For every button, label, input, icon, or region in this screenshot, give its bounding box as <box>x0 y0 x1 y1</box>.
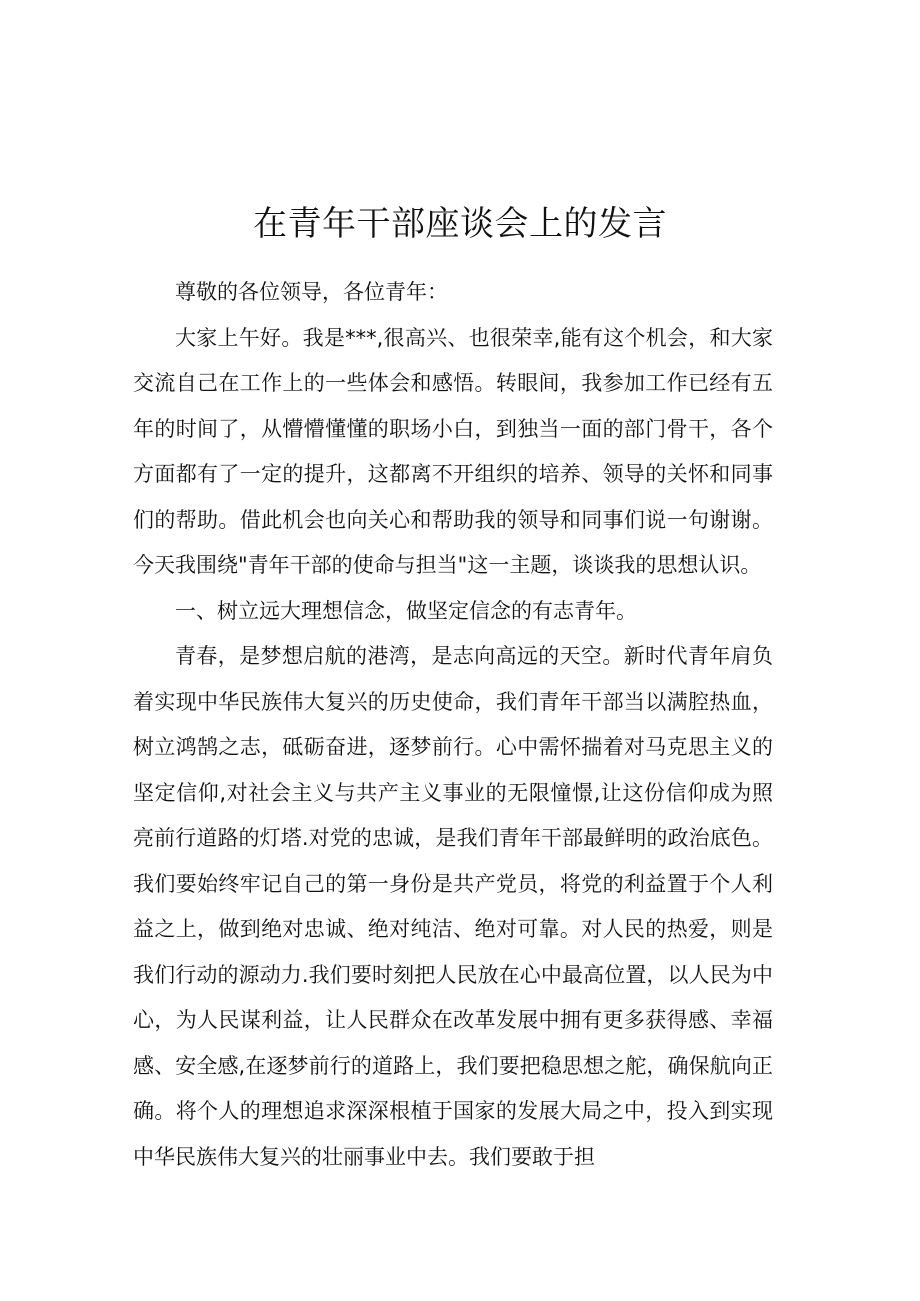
document-body <box>133 270 773 1180</box>
section-heading-1: 一、树立远大理想信念，做坚定信念的有志青年。 <box>175 598 637 623</box>
document-title: 在青年干部座谈会上的发言 <box>253 204 667 244</box>
salutation-paragraph: 尊敬的各位领导，各位青年： <box>175 280 448 304</box>
section-1-paragraph: 青春，是梦想启航的港湾，是志向高远的天空。新时代青年肩负着实现中华民族伟大复兴的历史使命，我们青年干部当以满腔热血，树立鸿鹄之志，砥砺奋进，逐梦前行。心中需怀揣着对马克思主义的坚定信仰,对社会主义与共产主义事业的无限憧憬,让这份信仰成为照亮前行道路的灯塔.对党的忠诚，是我们青年干部最鲜明的政治底色。我们要始终牢记自己的第一身份是共产党员，将党的利益置于个人利益之上，做到绝对忠诚、绝对纯洁、绝对可靠。对人民的热爱，则是我们行动的源动力.我们要时刻把人民放在心中最高位置，以人民为中心，为人民谋利益，让人民群众在改革发展中拥有更多获得感、幸福感、安全感,在逐梦前行的道路上，我们要把稳思想之舵，确保航向正确。将个人的理想追求深深根植于国家的发展大局之中，投入到实现中华民族伟大复兴的壮丽事业中去。我们要敢于担 <box>133 644 773 1169</box>
opening-paragraph: 大家上午好。我是***,很高兴、也很荣幸,能有这个机会，和大家交流自己在工作上的一些体会和感悟。转眼间，我参加工作已经有五年的时间了，从懵懵懂懂的职场小白，到独当一面的部门骨干，各个方面都有了一定的提升，这都离不开组织的培养、领导的关怀和同事们的帮助。借此机会也向关心和帮助我的领导和同事们说一句谢谢。今天我围绕"青年干部的使命与担当"这一主题，谈谈我的思想认识。 <box>133 325 773 577</box>
